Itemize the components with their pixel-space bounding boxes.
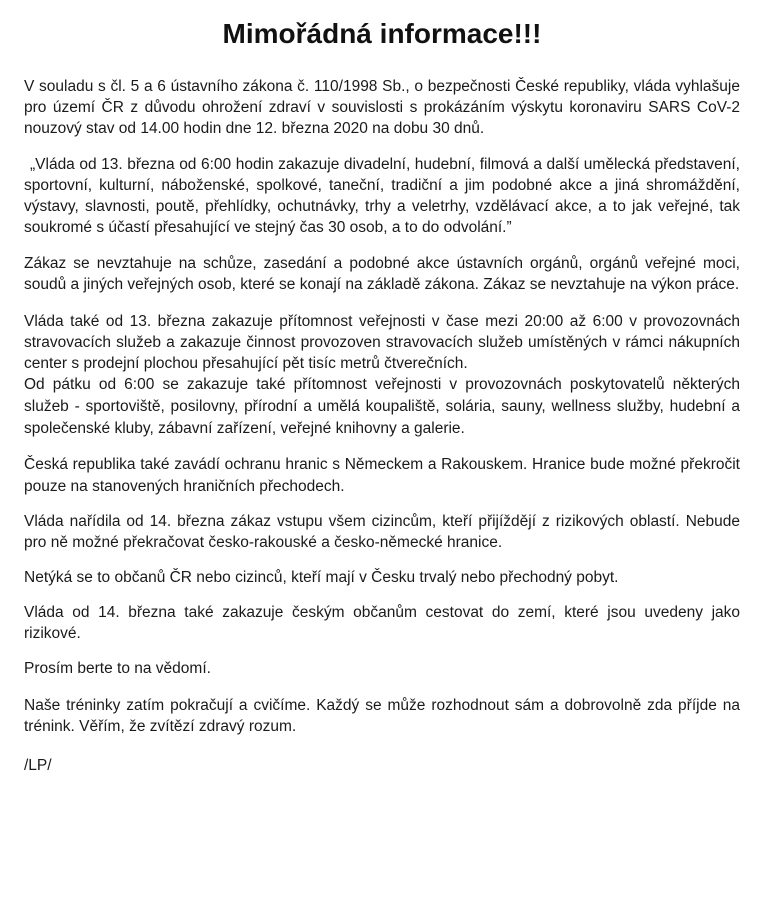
paragraph-night-ban: Vláda také od 13. března zakazuje přítomnost veřejnosti v čase mezi 20:00 až 6:00 v provozovnách stravovacích služeb a zakazuje činnost provozoven stravovacích služeb umístěných v rámci nákupních center s prodejní plochou přesahující pět tisíc metrů čtverečních. [24,313,740,372]
paragraph-quote: „Vláda od 13. března od 6:00 hodin zakazuje divadelní, hudební, filmová a další umělecká představení, sportovní, kulturní, náboženské, spolkové, taneční, tradiční a jim podobné akce a jiná shromáždění, výstavy, slavnosti, poutě, přehlídky, ochutnávky, trhy a veletrhy, vzdělávací akce, a to jak veřejné, tak soukromé s účastí přesahující ve stejný čas 30 osob, a to do odvolání.” [24,156,740,236]
paragraph-border-control: Česká republika také zavádí ochranu hranic s Německem a Rakouskem. Hranice bude možné překročit pouze na stanovených hraničních přechodech. [24,456,740,495]
paragraph-training: Naše tréninky zatím pokračují a cvičíme. Každý se může rozhodnout sám a dobrovolně zda příjde na trénink. Věřím, že zvítězí zdravý rozum. [24,697,740,735]
page-title: Mimořádná informace!!! [222,18,542,49]
paragraph-intro: V souladu s čl. 5 a 6 ústavního zákona č. 110/1998 Sb., o bezpečnosti České republiky, vláda vyhlašuje pro území ČR z důvodu ohrožení zdraví v souvislosti s prokázáním výskytu koronaviru SARS CoV-2 nouzový stav od 14.00 hodin dne 12. března 2020 na dobu 30 dnů. [24,78,740,137]
signature: /LP/ [24,757,52,774]
paragraph-notice: Prosím berte to na vědomí. [24,660,211,677]
paragraph-foreigner-ban: Vláda nařídila od 14. března zákaz vstupu všem cizincům, kteří přijíždějí z rizikových oblastí. Nebude pro ně možné překračovat česko-rakouské a česko-německé hranice. [24,513,740,551]
paragraph-citizen-travel-ban: Vláda od 14. března také zakazuje českým občanům cestovat do zemí, které jsou uvedeny jako rizikové. [24,604,740,642]
paragraph-exemption: Zákaz se nevztahuje na schůze, zasedání a podobné akce ústavních orgánů, orgánů veřejné moci, soudů a jiných veřejných osob, které se konají na základě zákona. Zákaz se nevztahuje na výkon práce. [24,255,740,293]
paragraph-residents-exception: Netýká se to občanů ČR nebo cizinců, kteří mají v Česku trvalý nebo přechodný pobyt. [24,569,619,586]
paragraph-friday-ban: Od pátku od 6:00 se zakazuje také přítomnost veřejnosti v provozovnách poskytovatelů některých služeb - sportoviště, posilovny, přírodní a umělá koupaliště, solária, sauny, wellness služby, hudební a společenské kluby, zábavní zařízení, veřejné knihovny a galerie. [24,376,740,437]
